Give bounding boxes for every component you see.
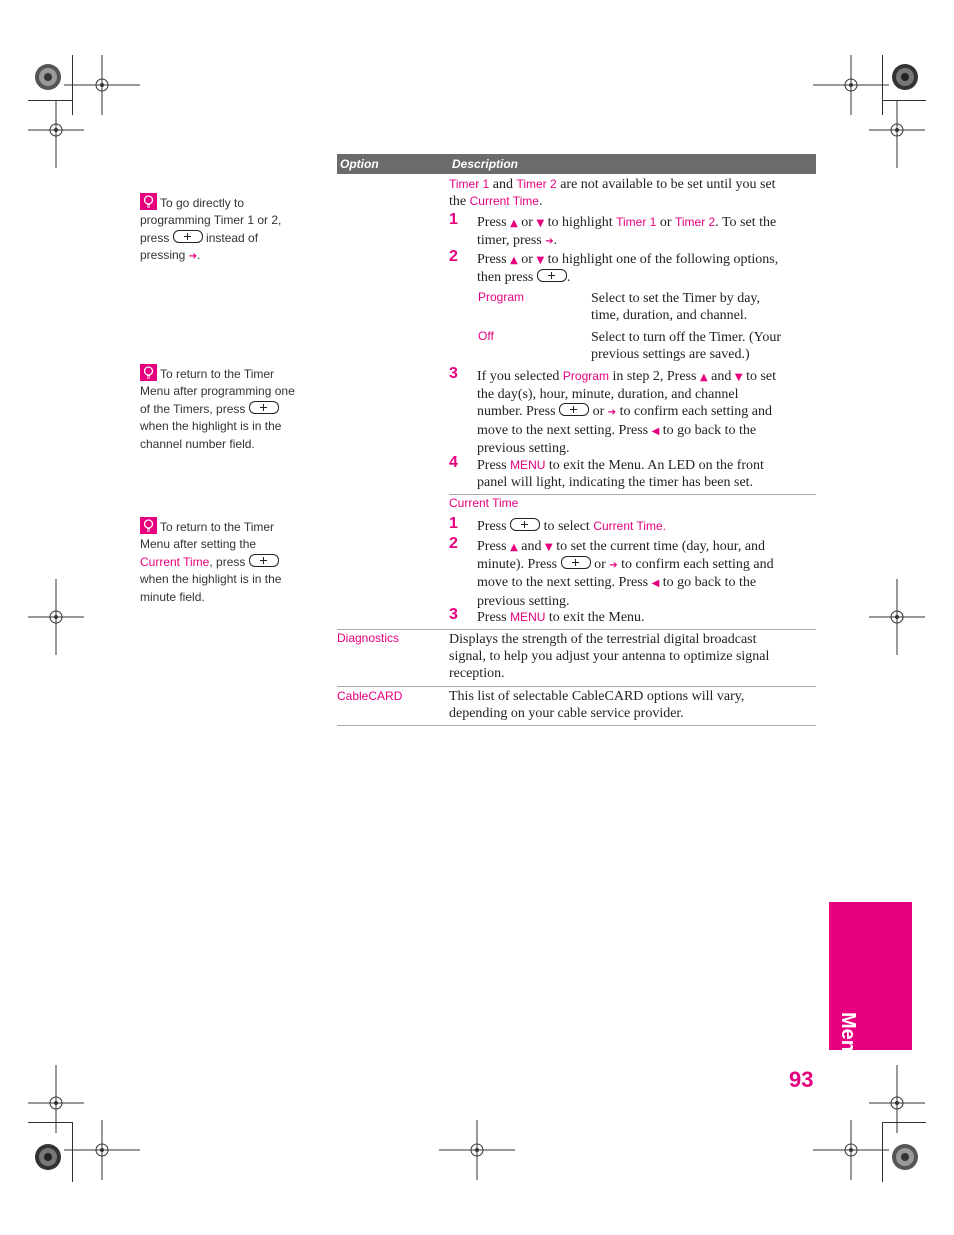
step-number: 2	[449, 248, 458, 265]
text: to confirm each setting and	[621, 557, 774, 573]
text: in step 2, Press	[612, 369, 697, 384]
enter-button-icon	[510, 518, 540, 531]
step-number: 2	[449, 535, 458, 552]
text: timer, press	[477, 233, 542, 249]
tip-text: programming Timer 1 or 2,	[140, 213, 282, 228]
section-tab-label: Menus	[837, 1012, 859, 1076]
text: to go back to the	[662, 575, 757, 591]
enter-button-icon	[537, 269, 567, 282]
tip-3	[140, 517, 300, 606]
text: or	[592, 404, 605, 420]
timer2-label: Timer 2	[516, 177, 557, 191]
step-number: 3	[449, 606, 458, 623]
text: reception.	[449, 666, 505, 682]
enter-button-icon	[559, 403, 589, 416]
text: to set the current time (day, hour, and	[556, 539, 766, 554]
text: and	[521, 539, 542, 554]
text: This list of selectable CableCARD options will vary,	[449, 689, 745, 704]
tip-text: of the Timers, press	[140, 401, 246, 416]
option-cablecard: CableCARD	[337, 689, 403, 703]
arrow-right-icon: ➔	[188, 251, 198, 263]
timer-intro	[449, 176, 809, 210]
lightbulb-icon	[140, 364, 157, 381]
step-number: 3	[449, 365, 458, 382]
tip-text: Menu after programming one	[140, 384, 295, 399]
ct-step-3	[477, 609, 807, 626]
arrow-right-icon: ➔	[609, 560, 618, 572]
timer-step-4	[477, 457, 807, 491]
enter-button-icon	[249, 401, 279, 414]
suboption-off-desc	[591, 329, 781, 363]
tip-text: press	[140, 230, 170, 245]
text: Select to set the Timer by day,	[591, 291, 761, 306]
suboption-program: Program	[478, 290, 525, 304]
arrow-down-icon: ▼	[734, 372, 743, 383]
text: to go back to the	[662, 422, 757, 438]
text: minute). Press	[477, 557, 558, 573]
divider	[337, 629, 816, 630]
arrow-down-icon: ▼	[536, 255, 545, 266]
arrow-right-icon: ➔	[607, 407, 617, 419]
tip-text: when the highlight is in the	[140, 572, 282, 587]
text: previous setting.	[477, 440, 570, 456]
text: Press	[477, 519, 507, 534]
tip-1: To go directly to programming Timer 1 or 2, press instead of pressing ➔.	[140, 193, 300, 266]
text: Displays the strength of the terrestrial digital broadcast	[449, 632, 757, 647]
text: to exit the Menu.	[548, 610, 645, 625]
suboption-program-desc	[591, 290, 760, 324]
lightbulb-icon	[140, 193, 157, 210]
ct-step-2	[477, 538, 807, 610]
suboption-off: Off	[478, 329, 494, 343]
text: signal, to help you adjust your antenna to optimize signal	[449, 649, 770, 665]
text: depending on your cable service provider.	[449, 706, 684, 722]
menu-label: MENU	[510, 458, 546, 472]
tip-text: , press	[209, 554, 246, 569]
tip-text: minute field.	[140, 589, 205, 604]
timer-step-2	[477, 251, 807, 286]
text: Press	[477, 539, 507, 554]
step-number: 1	[449, 515, 458, 532]
diagnostics-description	[449, 631, 814, 683]
text: or	[594, 557, 606, 573]
timer2-label: Timer 2	[675, 215, 716, 229]
enter-button-icon	[561, 556, 591, 569]
text: panel will light, indicating the timer has been set.	[477, 475, 754, 491]
header-description: Description	[452, 157, 519, 171]
text: previous settings are saved.)	[591, 347, 750, 363]
timer-step-3	[477, 368, 807, 457]
arrow-up-icon: ▲	[510, 218, 518, 229]
text: Press	[477, 215, 507, 230]
text: Select to turn off the Timer. (Your	[591, 330, 782, 345]
text: to select	[543, 519, 590, 534]
tip-text: channel number field.	[140, 436, 255, 451]
divider	[337, 686, 816, 687]
text: .	[538, 194, 543, 210]
cablecard-description	[449, 688, 809, 722]
program-label: Program	[562, 369, 609, 383]
text: the day(s), hour, minute, duration, and channel	[477, 387, 739, 403]
arrow-up-icon: ▲	[510, 255, 518, 266]
text: the	[449, 194, 467, 210]
tip-text: pressing	[140, 248, 186, 263]
text: to exit the Menu. An LED on the front	[548, 458, 764, 473]
text: are not available to be set until you set	[560, 177, 776, 192]
text: move to the next setting. Press	[477, 575, 649, 591]
text: or	[521, 252, 533, 267]
text: Press	[477, 610, 507, 625]
arrow-down-icon: ▼	[544, 542, 553, 553]
enter-button-icon	[173, 230, 203, 243]
tip-text: Current Time	[140, 554, 210, 569]
step-number: 1	[449, 211, 458, 228]
text: previous setting.	[477, 593, 570, 609]
text: and	[492, 177, 513, 192]
text: .	[566, 270, 571, 286]
enter-button-icon	[249, 554, 279, 567]
text: .	[553, 233, 558, 249]
tip-text: To go directly to	[160, 196, 245, 210]
table-header	[337, 154, 816, 174]
text: . To set the	[715, 215, 777, 230]
arrow-up-icon: ▲	[510, 542, 518, 553]
step-number: 4	[449, 454, 458, 471]
arrow-right-icon: ➔	[545, 236, 554, 248]
text: to highlight	[547, 215, 613, 230]
arrow-down-icon: ▼	[536, 218, 545, 229]
text: move to the next setting. Press	[477, 422, 649, 438]
text: to confirm each setting and	[619, 404, 773, 420]
arrow-up-icon: ▲	[699, 372, 708, 383]
page-number: 93	[789, 1067, 814, 1092]
tip-text: instead of	[206, 230, 259, 245]
text: number. Press	[477, 404, 556, 420]
menu-label: MENU	[510, 610, 546, 624]
timer1-label: Timer 1	[616, 215, 657, 229]
text: to highlight one of the following options,	[547, 252, 779, 267]
text: to set	[746, 369, 777, 384]
timer-step-1	[477, 214, 807, 250]
arrow-left-icon: ◀	[651, 425, 660, 437]
section-tab	[829, 902, 912, 1076]
divider	[337, 725, 816, 726]
arrow-left-icon: ◀	[651, 578, 660, 590]
header-option: Option	[340, 157, 379, 171]
divider	[449, 494, 816, 495]
text: then press	[477, 270, 534, 286]
tip-2	[140, 364, 300, 453]
current-time-label: Current Time.	[593, 519, 667, 533]
lightbulb-icon	[140, 517, 157, 534]
tip-text: To return to the Timer	[160, 520, 275, 534]
tip-text: when the highlight is in the	[140, 419, 282, 434]
text: or	[659, 215, 672, 230]
text: Press	[477, 252, 507, 267]
current-time-heading: Current Time	[449, 496, 519, 510]
text: If you selected	[477, 369, 560, 384]
timer1-label: Timer 1	[449, 177, 490, 191]
text: and	[711, 369, 732, 384]
text: time, duration, and channel.	[591, 308, 748, 324]
text: Press	[477, 458, 507, 473]
tip-text: To return to the Timer	[160, 367, 275, 381]
ct-step-1	[477, 518, 807, 535]
current-time-label: Current Time	[469, 194, 539, 209]
option-diagnostics: Diagnostics	[337, 631, 400, 645]
tip-text: Menu after setting the	[140, 537, 257, 552]
text: or	[521, 215, 533, 230]
